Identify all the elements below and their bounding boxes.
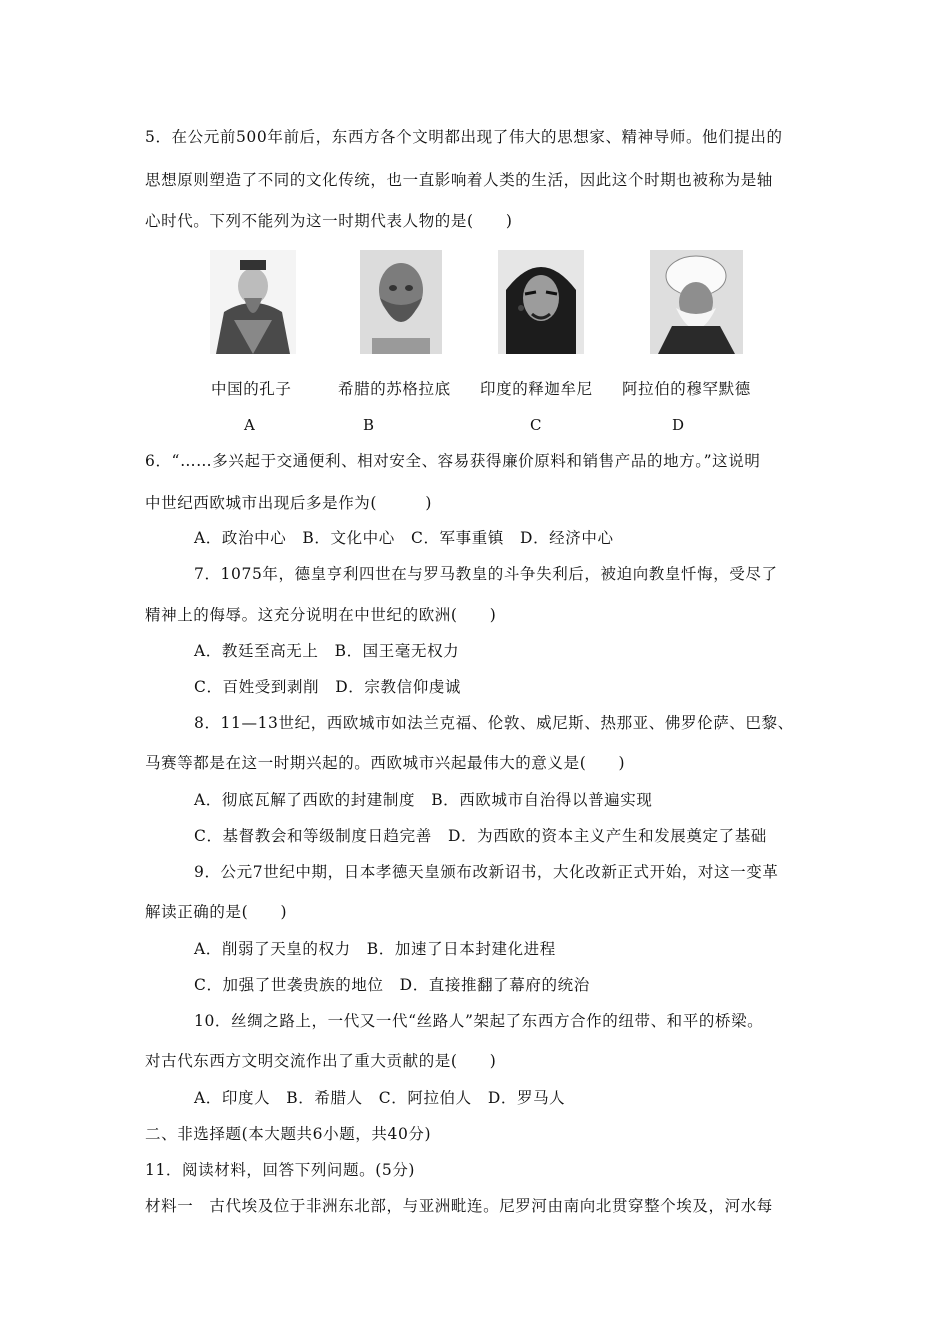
- q10-options: A．印度人 B．希腊人 C．阿拉伯人 D．罗马人: [194, 1089, 566, 1107]
- figure-letter-c: C: [530, 416, 542, 434]
- q5-line-2: 思想原则塑造了不同的文化传统，也一直影响着人类的生活，因此这个时期也被称为是轴: [145, 171, 773, 189]
- socrates-bust: [360, 250, 442, 354]
- q8-options-2: C．基督教会和等级制度日趋完善 D．为西欧的资本主义产生和发展奠定了基础: [194, 827, 767, 845]
- q9-options-2: C．加强了世袭贵族的地位 D．直接推翻了幕府的统治: [194, 976, 590, 994]
- q5-line-1: 5．在公元前500年前后，东西方各个文明都出现了伟大的思想家、精神导师。他们提出的: [145, 128, 783, 146]
- q6-options: A．政治中心 B．文化中心 C．军事重镇 D．经济中心: [194, 529, 614, 547]
- q11-material-1: 材料一 古代埃及位于非洲东北部，与亚洲毗连。尼罗河由南向北贯穿整个埃及，河水每: [145, 1197, 773, 1215]
- q9-line-1: 9．公元7世纪中期，日本孝德天皇颁布改新诏书，大化改新正式开始，对这一变革: [194, 863, 779, 881]
- q7-options-1: A．教廷至高无上 B．国王毫无权力: [194, 642, 460, 660]
- q8-line-2: 马赛等都是在这一时期兴起的。西欧城市兴起最伟大的意义是( ): [145, 754, 626, 772]
- q7-line-2: 精神上的侮辱。这充分说明在中世纪的欧洲( ): [145, 606, 497, 624]
- q5-line-3: 心时代。下列不能列为这一时期代表人物的是( ): [145, 212, 513, 230]
- muhammad-portrait: [650, 250, 743, 354]
- confucius-portrait: [210, 250, 296, 354]
- q8-options-1: A．彻底瓦解了西欧的封建制度 B．西欧城市自治得以普遍实现: [194, 791, 653, 809]
- figure-caption-a: 中国的孔子: [211, 380, 292, 398]
- figure-caption-c: 印度的释迦牟尼: [480, 380, 593, 398]
- q10-line-1: 10．丝绸之路上，一代又一代“丝路人”架起了东西方合作的纽带、和平的桥梁。: [194, 1012, 764, 1030]
- q10-line-2: 对古代东西方文明交流作出了重大贡献的是( ): [145, 1052, 497, 1070]
- figure-caption-b: 希腊的苏格拉底: [338, 380, 451, 398]
- q11-title: 11．阅读材料，回答下列问题。(5分): [145, 1161, 416, 1179]
- buddha-portrait: [498, 250, 584, 354]
- q9-options-1: A．削弱了天皇的权力 B．加速了日本封建化进程: [194, 940, 556, 958]
- q8-line-1: 8．11—13世纪，西欧城市如法兰克福、伦敦、威尼斯、热那亚、佛罗伦萨、巴黎、: [194, 714, 794, 732]
- figure-caption-d: 阿拉伯的穆罕默德: [622, 380, 751, 398]
- q7-options-2: C．百姓受到剥削 D．宗教信仰虔诚: [194, 678, 461, 696]
- q9-line-2: 解读正确的是( ): [145, 903, 288, 921]
- figure-letter-d: D: [672, 416, 685, 434]
- figure-letter-b: B: [363, 416, 375, 434]
- q7-line-1: 7．1075年，德皇亨利四世在与罗马教皇的斗争失利后，被迫向教皇忏悔，受尽了: [194, 565, 778, 583]
- section-heading: 二、非选择题(本大题共6小题，共40分): [145, 1125, 432, 1143]
- figure-letter-a: A: [244, 416, 255, 434]
- q6-line-1: 6．“……多兴起于交通便利、相对安全、容易获得廉价原料和销售产品的地方。”这说明: [145, 452, 761, 470]
- q6-line-2: 中世纪西欧城市出现后多是作为( ): [145, 494, 432, 512]
